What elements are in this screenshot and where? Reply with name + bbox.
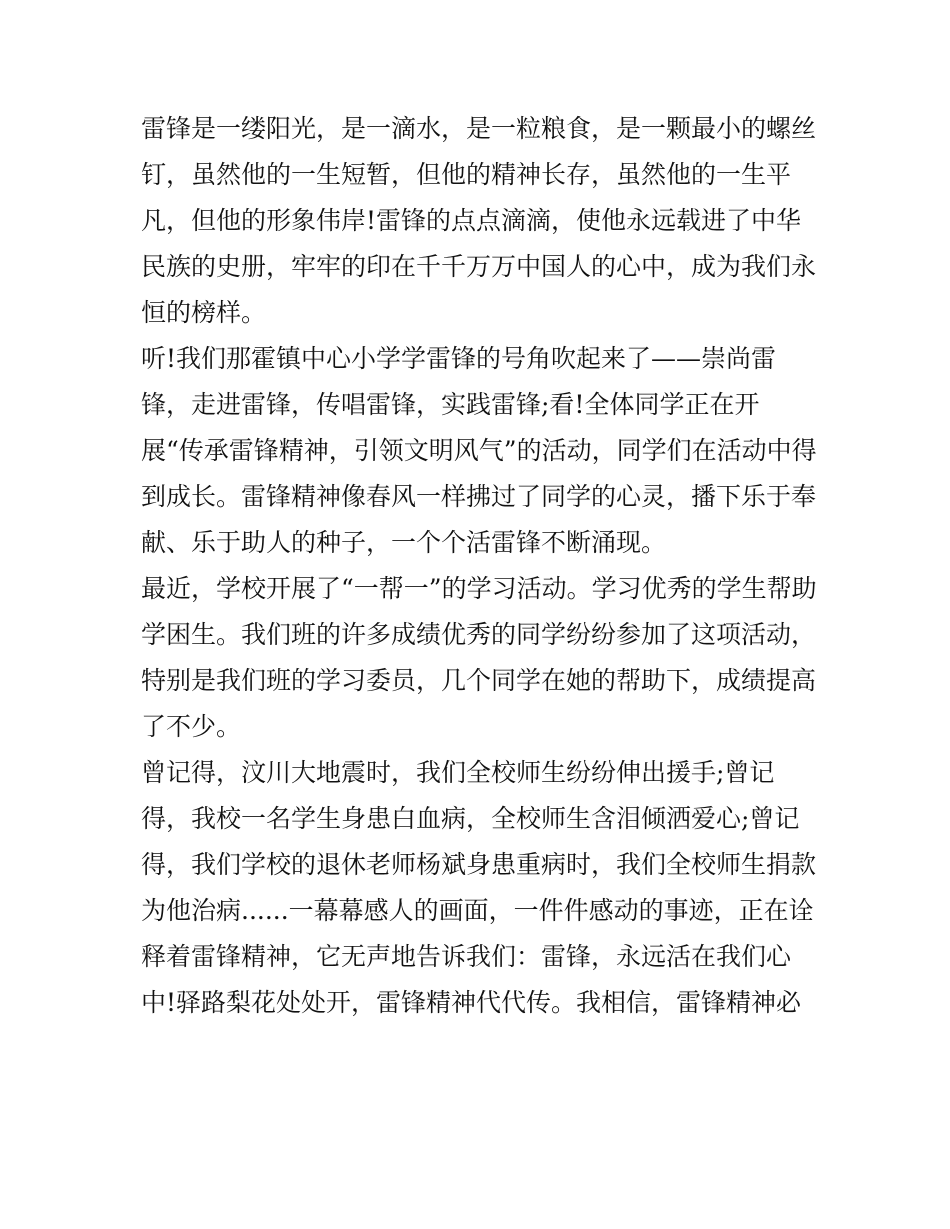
text-line: 释着雷锋精神，它无声地告诉我们：雷锋，永远活在我们心 xyxy=(141,942,792,971)
text-line: 锋，走进雷锋，传唱雷锋，实践雷锋;看!全体同学正在开 xyxy=(141,390,760,419)
text-line: 为他治病......一幕幕感人的画面，一件件感动的事迹，正在诠 xyxy=(141,896,814,925)
text-line: 恒的榜样。 xyxy=(141,298,267,327)
text-line: 民族的史册，牢牢的印在千千万万中国人的心中，成为我们永 xyxy=(141,252,817,281)
text-line: 曾记得，汶川大地震时，我们全校师生纷纷伸出援手;曾记 xyxy=(141,758,775,787)
text-line: 雷锋是一缕阳光，是一滴水，是一粒粮食，是一颗最小的螺丝 xyxy=(141,114,817,143)
text-line: 了不少。 xyxy=(141,712,242,741)
text-line: 最近，学校开展了“一帮一”的学习活动。学习优秀的学生帮助 xyxy=(141,574,817,603)
text-line: 钉，虽然他的一生短暂，但他的精神长存，虽然他的一生平 xyxy=(141,160,792,189)
text-line: 展“传承雷锋精神，引领文明风气”的活动，同学们在活动中得 xyxy=(141,436,817,465)
text-line: 中!驿路梨花处处开，雷锋精神代代传。我相信，雷锋精神必 xyxy=(141,988,802,1017)
text-line: 学困生。我们班的许多成绩优秀的同学纷纷参加了这项活动， xyxy=(141,620,817,649)
text-line: 凡，但他的形象伟岸!雷锋的点点滴滴，使他永远载进了中华 xyxy=(141,206,802,235)
text-line: 到成长。雷锋精神像春风一样拂过了同学的心灵，播下乐于奉 xyxy=(141,482,817,511)
document-page xyxy=(141,106,821,1026)
text-line: 特别是我们班的学习委员，几个同学在她的帮助下，成绩提高 xyxy=(141,666,817,695)
text-line: 得，我们学校的退休老师杨斌身患重病时，我们全校师生捐款 xyxy=(141,850,817,879)
text-line: 献、乐于助人的种子，一个个活雷锋不断涌现。 xyxy=(141,528,667,557)
text-line: 听!我们那霍镇中心小学学雷锋的号角吹起来了——崇尚雷 xyxy=(141,344,777,373)
text-line: 得，我校一名学生身患白血病，全校师生含泪倾洒爱心;曾记 xyxy=(141,804,800,833)
